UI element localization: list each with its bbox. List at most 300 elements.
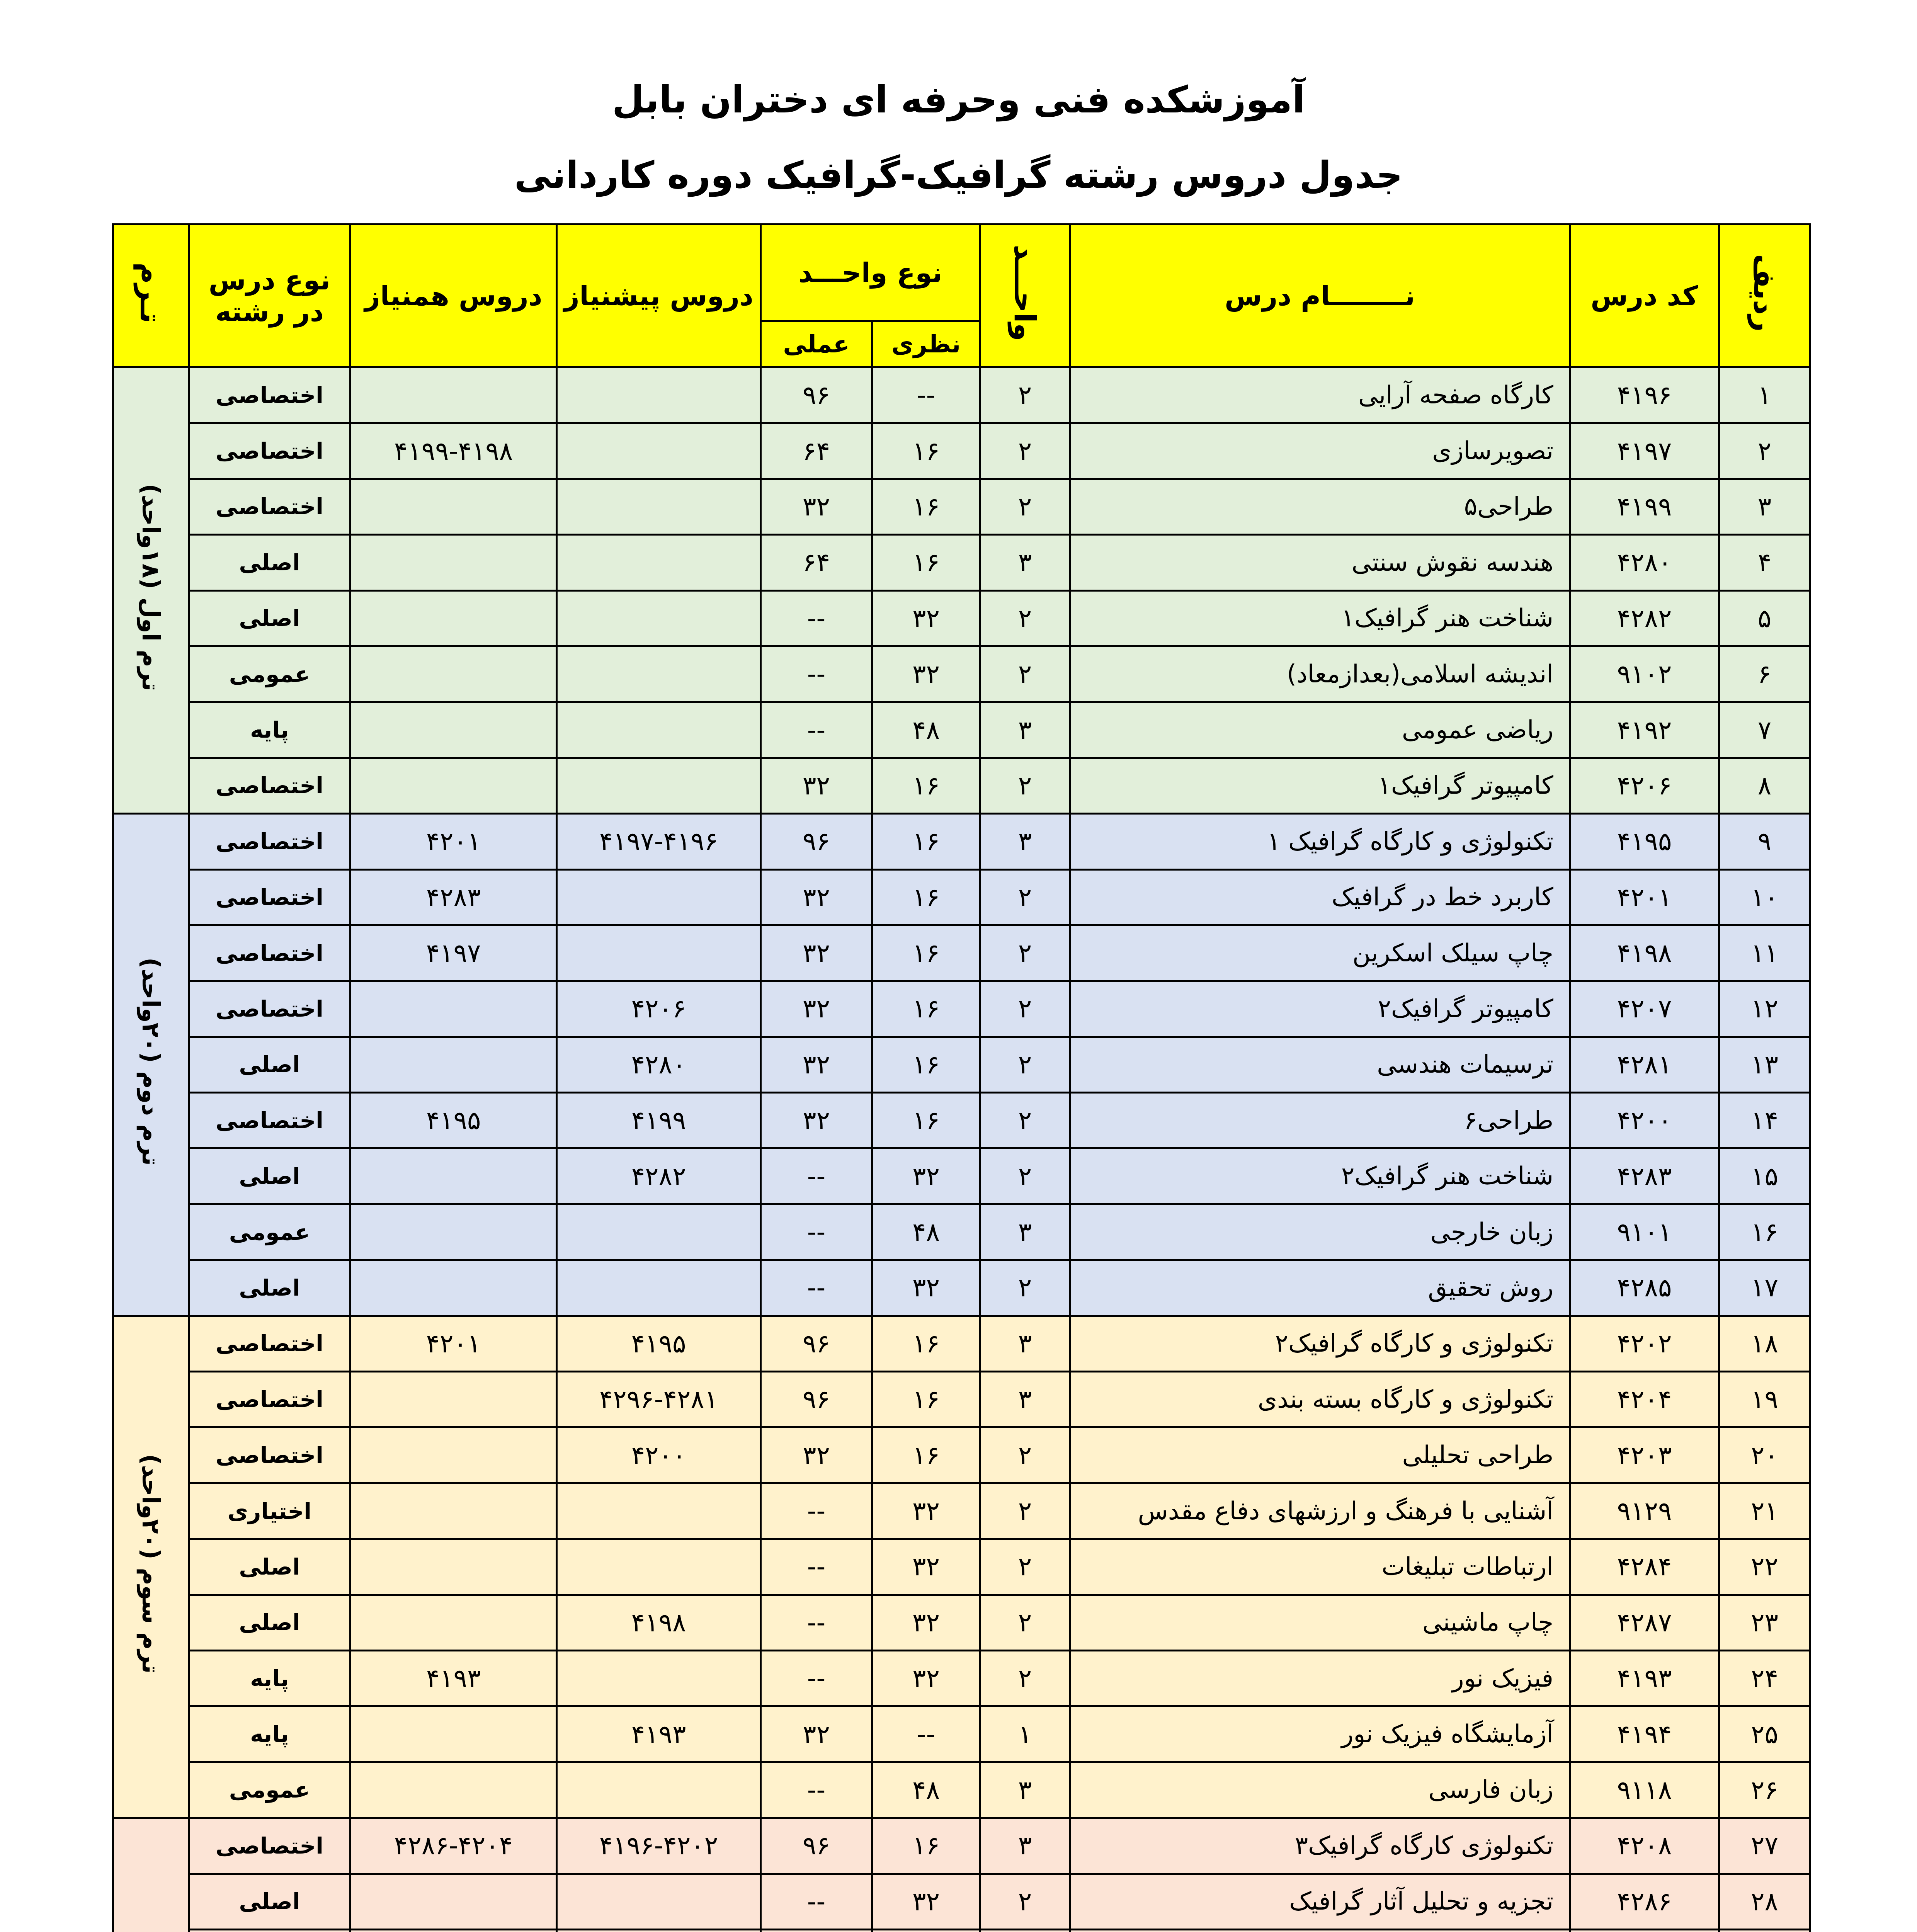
course-code: ۴۱۹۵ [1570,814,1719,869]
corequisites: ۴۲۸۶-۴۲۰۴ [350,1818,557,1874]
practical-hours: ۳۲ [761,1706,872,1762]
prerequisites [557,1204,761,1260]
course-code: ۴۲۸۱ [1570,1037,1719,1092]
course-units: ۲ [980,1650,1070,1706]
theory-hours: ۱۶ [872,535,980,590]
course-units: ۲ [980,1037,1070,1092]
theory-hours: ۱۶ [872,869,980,925]
header-practical: عملی [761,321,872,367]
course-code: ۴۲۸۵ [1570,1260,1719,1316]
row-number: ۳ [1719,479,1810,534]
row-number: ۲۷ [1719,1818,1810,1874]
table-row [113,1874,1810,1929]
table-row [113,1260,1810,1316]
theory-hours: ۴۸ [872,1204,980,1260]
prerequisites [557,758,761,813]
corequisites [350,1483,557,1539]
course-units: ۳ [980,535,1070,590]
course-type: اختصاصی [189,1093,350,1148]
prerequisites [557,925,761,981]
theory-hours: ۳۲ [872,1595,980,1650]
row-number: ۴ [1719,535,1810,590]
prerequisites: ۴۲۸۲ [557,1148,761,1204]
theory-hours: ۱۶ [872,423,980,479]
course-code: ۴۲۸۳ [1570,1148,1719,1204]
theory-hours: ۱۶ [872,479,980,534]
course-code: ۴۱۹۹ [1570,479,1719,534]
corequisites [350,1427,557,1483]
theory-hours: ۱۶ [872,1818,980,1874]
course-name: زبان خارجی [1070,1204,1570,1260]
course-code: ۴۲۰۰ [1570,1093,1719,1148]
table-row [113,1539,1810,1595]
prerequisites: ۴۲۹۶-۴۲۸۱ [557,1372,761,1427]
prerequisites: ۴۲۰۰ [557,1427,761,1483]
course-units: ۲ [980,1595,1070,1650]
course-name: تکنولوژی و کارگاه گرافیک ۱ [1070,814,1570,869]
row-number: ۱۲ [1719,981,1810,1037]
prerequisites: ۴۱۹۵ [557,1316,761,1371]
table-row [113,1204,1810,1260]
table-row [113,1372,1810,1427]
course-units: ۲ [980,925,1070,981]
practical-hours: -- [761,1539,872,1595]
course-units: ۲ [980,479,1070,534]
practical-hours: ۹۶ [761,814,872,869]
row-number: ۹ [1719,814,1810,869]
header-unit-type: نوع واحـــد [761,224,980,321]
practical-hours: ۳۲ [761,925,872,981]
course-units: ۳ [980,1372,1070,1427]
course-units: ۲ [980,758,1070,813]
row-number: ۱۴ [1719,1093,1810,1148]
header-course-name: نــــــــام درس [1070,224,1570,367]
table-row [113,646,1810,702]
practical-hours: -- [761,1204,872,1260]
row-number: ۱۳ [1719,1037,1810,1092]
course-name: روش تحقیق [1070,1260,1570,1316]
page-subtitle: جدول دروس رشته گرافیک-گرافیک دوره کاردانی [514,153,1403,197]
corequisites: ۴۲۰۱ [350,1316,557,1371]
corequisites: ۴۱۹۵ [350,1093,557,1148]
prerequisites [557,1929,761,1932]
practical-hours: ۳۲ [761,981,872,1037]
theory-hours [872,1929,980,1932]
course-name: کامپیوتر گرافیک۱ [1070,758,1570,813]
practical-hours: ۳۲ [761,869,872,925]
practical-hours: ۳۲ [761,1427,872,1483]
corequisites: ۴۱۹۳ [350,1650,557,1706]
practical-hours: -- [761,1148,872,1204]
course-code: ۹۱۱۸ [1570,1762,1719,1818]
theory-hours: ۳۲ [872,1483,980,1539]
prerequisites [557,1483,761,1539]
corequisites [350,1204,557,1260]
row-number: ۲۶ [1719,1762,1810,1818]
course-units [980,1929,1070,1932]
course-type: اختصاصی [189,1427,350,1483]
course-name: کاربرد خط در گرافیک [1070,869,1570,925]
corequisites: ۴۲۰۱ [350,814,557,869]
theory-hours: ۳۲ [872,1539,980,1595]
course-type: اصلی [189,535,350,590]
course-code: ۴۲۰۱ [1570,869,1719,925]
course-units: ۲ [980,423,1070,479]
course-units: ۳ [980,1818,1070,1874]
table-row [113,702,1810,758]
course-units: ۲ [980,1093,1070,1148]
term-label: ترم سوم (۲۰واحد) [113,1316,189,1818]
row-number: ۷ [1719,702,1810,758]
course-type: اختصاصی [189,423,350,479]
corequisites [350,479,557,534]
course-code: ۹۱۰۱ [1570,1204,1719,1260]
table-row [113,479,1810,534]
course-code: ۴۲۸۶ [1570,1874,1719,1929]
header-prerequisites: دروس پیشنیاز [557,224,761,367]
practical-hours: -- [761,702,872,758]
course-name: تکنولوژی کارگاه گرافیک۳ [1070,1818,1570,1874]
course-type: اختیاری [189,1483,350,1539]
course-name: چاپ ماشینی [1070,1595,1570,1650]
table-row [113,1818,1810,1874]
course-code: ۴۲۰۳ [1570,1427,1719,1483]
corequisites [350,646,557,702]
course-name: اندیشه اسلامی(بعدازمعاد) [1070,646,1570,702]
row-number: ۱۰ [1719,869,1810,925]
course-name: شناخت هنر گرافیک۱ [1070,590,1570,646]
prerequisites [557,1539,761,1595]
course-name: هندسه نقوش سنتی [1070,535,1570,590]
prerequisites: ۴۱۹۳ [557,1706,761,1762]
corequisites: ۴۱۹۷ [350,925,557,981]
header-units: واحـــد [980,224,1070,367]
course-type: اصلی [189,1874,350,1929]
theory-hours: ۳۲ [872,1148,980,1204]
course-name: زبان فارسی [1070,1762,1570,1818]
course-name: چاپ سیلک اسکرین [1070,925,1570,981]
table-row [113,1037,1810,1092]
course-type: اصلی [189,590,350,646]
course-code: ۴۲۰۸ [1570,1818,1719,1874]
course-units: ۳ [980,814,1070,869]
header-course-code: کد درس [1570,224,1719,367]
course-code: ۴۲۰۲ [1570,1316,1719,1371]
corequisites [350,702,557,758]
row-number: ۱۱ [1719,925,1810,981]
course-code: ۴۱۹۴ [1570,1706,1719,1762]
page-title: آموزشکده فنی وحرفه ای دختران بابل [612,78,1305,121]
prerequisites [557,646,761,702]
term-label [113,1818,189,1932]
theory-hours: ۱۶ [872,758,980,813]
table-row [113,758,1810,813]
row-number: ۱۹ [1719,1372,1810,1427]
term-label: ترم اول (۱۸واحد) [113,367,189,814]
table-row [113,1650,1810,1706]
theory-hours: ۱۶ [872,981,980,1037]
prerequisites [557,423,761,479]
course-type: اختصاصی [189,1316,350,1371]
theory-hours: ۳۲ [872,1650,980,1706]
corequisites [350,367,557,423]
practical-hours [761,1929,872,1932]
practical-hours: ۶۴ [761,423,872,479]
theory-hours: ۴۸ [872,1762,980,1818]
practical-hours: ۳۲ [761,1093,872,1148]
course-name: ریاضی عمومی [1070,702,1570,758]
course-name: طراحی۶ [1070,1093,1570,1148]
course-type: اصلی [189,1037,350,1092]
row-number: ۲۰ [1719,1427,1810,1483]
course-code: ۴۲۰۴ [1570,1372,1719,1427]
course-code: ۴۱۹۶ [1570,367,1719,423]
practical-hours: -- [761,1650,872,1706]
prerequisites [557,1650,761,1706]
course-code: ۴۱۹۷ [1570,423,1719,479]
table-row [113,981,1810,1037]
prerequisites [557,1260,761,1316]
theory-hours: -- [872,367,980,423]
row-number: ۲۸ [1719,1874,1810,1929]
courses-table [112,223,1811,1932]
row-number: ۱۸ [1719,1316,1810,1371]
corequisites [350,1706,557,1762]
row-number: ۲۳ [1719,1595,1810,1650]
course-units: ۲ [980,1148,1070,1204]
corequisites [350,535,557,590]
corequisites: ۴۱۹۹-۴۱۹۸ [350,423,557,479]
theory-hours: ۱۶ [872,814,980,869]
course-name: تکنولوژی و کارگاه بسته بندی [1070,1372,1570,1427]
table-row [113,1762,1810,1818]
prerequisites: ۴۱۹۶-۴۲۰۲ [557,1818,761,1874]
course-code: ۴۲۸۰ [1570,535,1719,590]
prerequisites [557,1874,761,1929]
header-theory: نظری [872,321,980,367]
corequisites [350,590,557,646]
term-label: ترم دوم (۲۰واحد) [113,814,189,1316]
course-units: ۲ [980,367,1070,423]
theory-hours: ۱۶ [872,1037,980,1092]
course-units: ۲ [980,1483,1070,1539]
practical-hours: ۶۴ [761,535,872,590]
prerequisites [557,1762,761,1818]
course-type: اختصاصی [189,367,350,423]
course-type [189,1929,350,1932]
course-units: ۳ [980,702,1070,758]
corequisites [350,1148,557,1204]
practical-hours: ۳۲ [761,758,872,813]
theory-hours: ۱۶ [872,1372,980,1427]
prerequisites [557,869,761,925]
practical-hours: ۹۶ [761,367,872,423]
course-type: اصلی [189,1595,350,1650]
course-name: آشنایی با فرهنگ و ارزشهای دفاع مقدس [1070,1483,1570,1539]
table-row [113,1595,1810,1650]
table-row [113,1706,1810,1762]
prerequisites: ۴۱۹۸ [557,1595,761,1650]
course-name [1070,1929,1570,1932]
corequisites [350,981,557,1037]
course-name: فیزیک نور [1070,1650,1570,1706]
course-code: ۴۱۹۲ [1570,702,1719,758]
header-corequisites: دروس همنیاز [350,224,557,367]
course-name: آزمایشگاه فیزیک نور [1070,1706,1570,1762]
theory-hours: ۳۲ [872,646,980,702]
course-units: ۲ [980,1874,1070,1929]
practical-hours: ۹۶ [761,1372,872,1427]
course-type: اختصاصی [189,814,350,869]
course-name: کامپیوتر گرافیک۲ [1070,981,1570,1037]
practical-hours: ۹۶ [761,1818,872,1874]
corequisites [350,1372,557,1427]
theory-hours: ۱۶ [872,925,980,981]
table-row [113,1483,1810,1539]
course-type: پایه [189,1706,350,1762]
course-code: ۴۲۸۴ [1570,1539,1719,1595]
course-type: پایه [189,702,350,758]
corequisites [350,1595,557,1650]
corequisites [350,1539,557,1595]
theory-hours: ۱۶ [872,1316,980,1371]
table-row [113,1316,1810,1371]
theory-hours: ۳۲ [872,1260,980,1316]
course-type: اختصاصی [189,1818,350,1874]
course-units: ۱ [980,1706,1070,1762]
course-code [1570,1929,1719,1932]
course-units: ۲ [980,646,1070,702]
practical-hours: -- [761,1762,872,1818]
table-row [113,535,1810,590]
prerequisites: ۴۲۸۰ [557,1037,761,1092]
row-number: ۱ [1719,367,1810,423]
course-type: اختصاصی [189,1372,350,1427]
course-name: شناخت هنر گرافیک۲ [1070,1148,1570,1204]
course-type: اختصاصی [189,981,350,1037]
course-type: اختصاصی [189,479,350,534]
course-type: عمومی [189,646,350,702]
row-number: ۲ [1719,423,1810,479]
course-units: ۲ [980,590,1070,646]
course-code: ۹۱۰۲ [1570,646,1719,702]
theory-hours: -- [872,1706,980,1762]
header-row-number: ردیف [1719,224,1810,367]
corequisites [350,758,557,813]
practical-hours: ۳۲ [761,479,872,534]
row-number: ۱۶ [1719,1204,1810,1260]
prerequisites [557,535,761,590]
course-type: اختصاصی [189,869,350,925]
practical-hours: -- [761,1874,872,1929]
corequisites [350,1037,557,1092]
row-number: ۱۵ [1719,1148,1810,1204]
course-code: ۴۱۹۸ [1570,925,1719,981]
course-code: ۴۲۸۷ [1570,1595,1719,1650]
corequisites [350,1762,557,1818]
practical-hours: -- [761,1260,872,1316]
course-name: طراحی تحلیلی [1070,1427,1570,1483]
course-name: تکنولوژی و کارگاه گرافیک۲ [1070,1316,1570,1371]
corequisites [350,1260,557,1316]
course-code: ۴۲۸۲ [1570,590,1719,646]
corequisites [350,1874,557,1929]
theory-hours: ۳۲ [872,1874,980,1929]
course-type: اصلی [189,1148,350,1204]
row-number: ۵ [1719,590,1810,646]
table-row [113,423,1810,479]
practical-hours: -- [761,1483,872,1539]
row-number: ۱۷ [1719,1260,1810,1316]
theory-hours: ۴۸ [872,702,980,758]
practical-hours: -- [761,1595,872,1650]
course-type: اصلی [189,1260,350,1316]
table-row [113,367,1810,423]
practical-hours: ۳۲ [761,1037,872,1092]
course-units: ۲ [980,1260,1070,1316]
theory-hours: ۱۶ [872,1093,980,1148]
prerequisites: ۴۱۹۷-۴۱۹۶ [557,814,761,869]
prerequisites [557,702,761,758]
course-type: پایه [189,1650,350,1706]
row-number: ۲۵ [1719,1706,1810,1762]
table-row [113,925,1810,981]
course-name: تجزیه و تحلیل آثار گرافیک [1070,1874,1570,1929]
practical-hours: -- [761,590,872,646]
course-units: ۲ [980,1427,1070,1483]
practical-hours: ۹۶ [761,1316,872,1371]
prerequisites [557,590,761,646]
course-type: اختصاصی [189,925,350,981]
course-name: ارتباطات تبلیغات [1070,1539,1570,1595]
row-number: ۲۲ [1719,1539,1810,1595]
corequisites: ۴۲۸۳ [350,869,557,925]
course-type: عمومی [189,1204,350,1260]
header-course-type: نوع درس در رشته [189,224,350,367]
course-units: ۲ [980,981,1070,1037]
table-row [113,1093,1810,1148]
row-number: ۲۴ [1719,1650,1810,1706]
course-name: کارگاه صفحه آرایی [1070,367,1570,423]
course-code: ۴۲۰۶ [1570,758,1719,813]
corequisites [350,1929,557,1932]
course-code: ۴۱۹۳ [1570,1650,1719,1706]
course-name: ترسیمات هندسی [1070,1037,1570,1092]
course-units: ۳ [980,1762,1070,1818]
prerequisites: ۴۱۹۹ [557,1093,761,1148]
course-type: عمومی [189,1762,350,1818]
course-name: طراحی۵ [1070,479,1570,534]
table-row [113,1427,1810,1483]
theory-hours: ۳۲ [872,590,980,646]
table-row [113,869,1810,925]
course-type: اختصاصی [189,758,350,813]
theory-hours: ۱۶ [872,1427,980,1483]
course-units: ۲ [980,1539,1070,1595]
course-code: ۴۲۰۷ [1570,981,1719,1037]
table-row [113,1929,1810,1932]
course-units: ۳ [980,1316,1070,1371]
course-name: تصویرسازی [1070,423,1570,479]
table-row [113,1148,1810,1204]
prerequisites: ۴۲۰۶ [557,981,761,1037]
prerequisites [557,479,761,534]
row-number: ۲۱ [1719,1483,1810,1539]
practical-hours: -- [761,646,872,702]
prerequisites [557,367,761,423]
course-units: ۲ [980,869,1070,925]
row-number: ۸ [1719,758,1810,813]
